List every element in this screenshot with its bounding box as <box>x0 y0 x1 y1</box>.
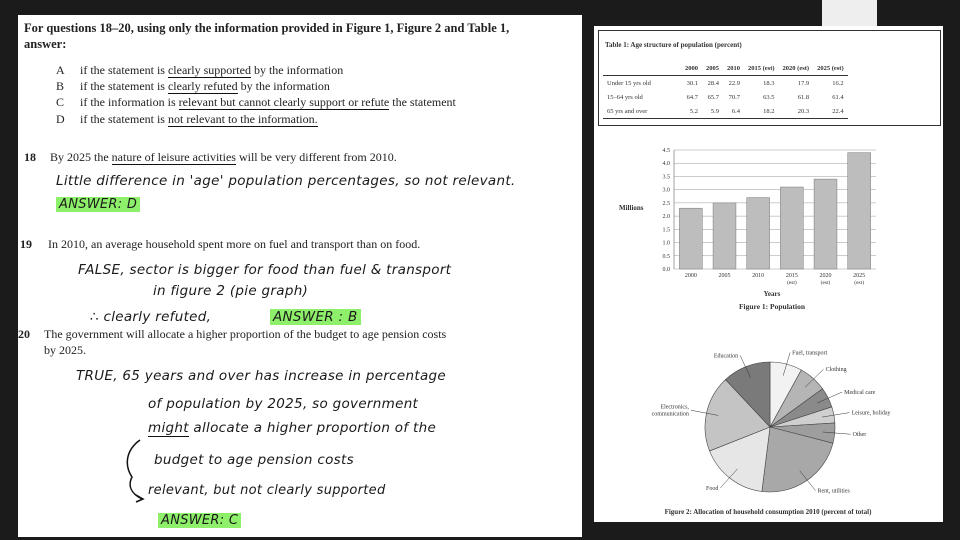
question-20-note-line2: of population by 2025, so government <box>148 396 419 412</box>
option-b: B if the statement is clearly refuted by the information <box>56 79 330 93</box>
pie-slice-label: Electronics, <box>660 404 689 411</box>
y-tick-label: 0.5 <box>662 253 670 260</box>
y-tick-label: 2.5 <box>662 200 670 207</box>
table-row: 15–64 yrs old 64.7 65.7 70.7 63.5 61.8 61.4 <box>607 93 844 101</box>
table-1-box <box>598 30 941 126</box>
question-18-answer: ANSWER: D <box>56 197 140 212</box>
question-20-note-line3: might allocate a higher proportion of the <box>148 420 437 436</box>
question-19-note-line2: in figure 2 (pie graph) <box>153 283 309 299</box>
option-c: C if the information is relevant but cannot clearly support or refute the statement <box>56 95 456 109</box>
chart-bars <box>679 153 870 269</box>
x-tick-label: 2025 <box>853 273 866 279</box>
pie-slices <box>705 362 835 492</box>
household-consumption-pie-chart <box>594 326 943 522</box>
population-bar-chart <box>594 144 943 316</box>
y-tick-label: 4.0 <box>662 161 670 168</box>
question-19-answer: ANSWER : B <box>270 309 361 325</box>
option-a: A if the statement is clearly supported by the information <box>56 63 344 77</box>
data-sheet <box>594 26 943 522</box>
y-axis-ticks <box>663 148 671 273</box>
bar <box>713 203 736 269</box>
bar <box>747 198 770 269</box>
question-19-note-line1: FALSE, sector is bigger for food than fuel & transport <box>78 262 452 278</box>
x-tick-label: 2010 <box>752 273 765 279</box>
chart-gridlines <box>674 150 876 269</box>
question-20-answer: ANSWER: C <box>158 513 241 528</box>
bar <box>848 153 871 269</box>
instructions-heading: For questions 18–20, using only the information provided in Figure 1, Figure 2 and Table 1, <box>24 21 510 35</box>
pie-slice-label: Food <box>706 485 719 492</box>
y-tick-label: 4.5 <box>662 148 670 154</box>
pie-slice-label: Education <box>713 353 739 360</box>
question-18-note: Little difference in 'age' population percentages, so not relevant. <box>56 173 516 189</box>
y-tick-label: 0.0 <box>662 267 670 273</box>
pie-slice-label: Other <box>852 432 867 439</box>
pie-slice-label: Rent, utilities <box>817 488 850 495</box>
chart-title: Figure 1: Population <box>738 302 806 311</box>
x-tick-sublabel: (est) <box>820 280 831 286</box>
question-20-note-line1: TRUE, 65 years and over has increase in percentage <box>76 368 447 384</box>
question-19-number: 19 <box>20 237 32 251</box>
x-tick-label: 2020 <box>819 273 832 279</box>
corner-decoration <box>822 0 877 28</box>
pie-slice-label: Fuel, transport <box>792 350 828 357</box>
y-tick-label: 3.5 <box>662 174 670 181</box>
pie-slice-label: Medical care <box>844 390 876 397</box>
pie-slice-label: Leisure, holiday <box>851 410 891 417</box>
pie-slice-label: communication <box>651 411 689 418</box>
x-tick-label: 2000 <box>684 273 697 279</box>
y-tick-label: 2.0 <box>662 214 670 221</box>
bar <box>814 179 837 269</box>
x-axis-label: Years <box>763 290 781 298</box>
pie-slice-label: Clothing <box>825 367 847 374</box>
question-18-text: By 2025 the nature of leisure activities will be very different from 2010. <box>50 150 397 164</box>
bar <box>679 208 702 269</box>
table-1-title: Table 1: Age structure of population (percent) <box>605 41 742 49</box>
question-20-text-line1: The government will allocate a higher proportion of the budget to age pension costs <box>44 327 447 341</box>
question-19-text: In 2010, an average household spent more on fuel and transport than on food. <box>48 237 421 251</box>
table-header-row: 2000 2005 2010 2015 (est) 2020 (est) 2025 (est) <box>685 64 844 72</box>
table-row: Under 15 yrs old 30.1 28.4 22.9 18.3 17.9 16.2 <box>603 76 848 91</box>
question-20-number: 20 <box>18 327 30 341</box>
option-d: D if the statement is not relevant to the information. <box>56 112 318 126</box>
table-row: 65 yrs and over 5.2 5.9 6.4 18.2 20.3 22.4 <box>603 104 848 119</box>
pie-chart-title: Figure 2: Allocation of household consumption 2010 (percent of total) <box>664 508 872 516</box>
question-18-number: 18 <box>24 150 36 164</box>
question-20-note-line5: relevant, but not clearly supported <box>148 483 386 498</box>
x-tick-label: 2015 <box>785 273 798 279</box>
x-tick-sublabel: (est) <box>786 280 797 286</box>
question-20-note-line4: budget to age pension costs <box>154 452 354 468</box>
y-axis-label: Millions <box>619 204 644 212</box>
y-tick-label: 3.0 <box>662 187 670 194</box>
y-tick-label: 1.0 <box>662 240 670 247</box>
bracket-arrow-annotation <box>118 435 158 505</box>
bar <box>780 187 803 269</box>
instructions-heading-cont: answer: <box>24 37 67 51</box>
x-axis-ticks <box>685 273 865 286</box>
question-sheet <box>18 15 582 537</box>
x-tick-sublabel: (est) <box>854 280 865 286</box>
x-tick-label: 2005 <box>718 273 731 279</box>
age-structure-table <box>603 61 848 119</box>
y-tick-label: 1.5 <box>662 227 670 234</box>
question-20-text-line2: by 2025. <box>44 343 86 357</box>
question-19-note-line3: ∴ clearly refuted, <box>90 309 212 325</box>
